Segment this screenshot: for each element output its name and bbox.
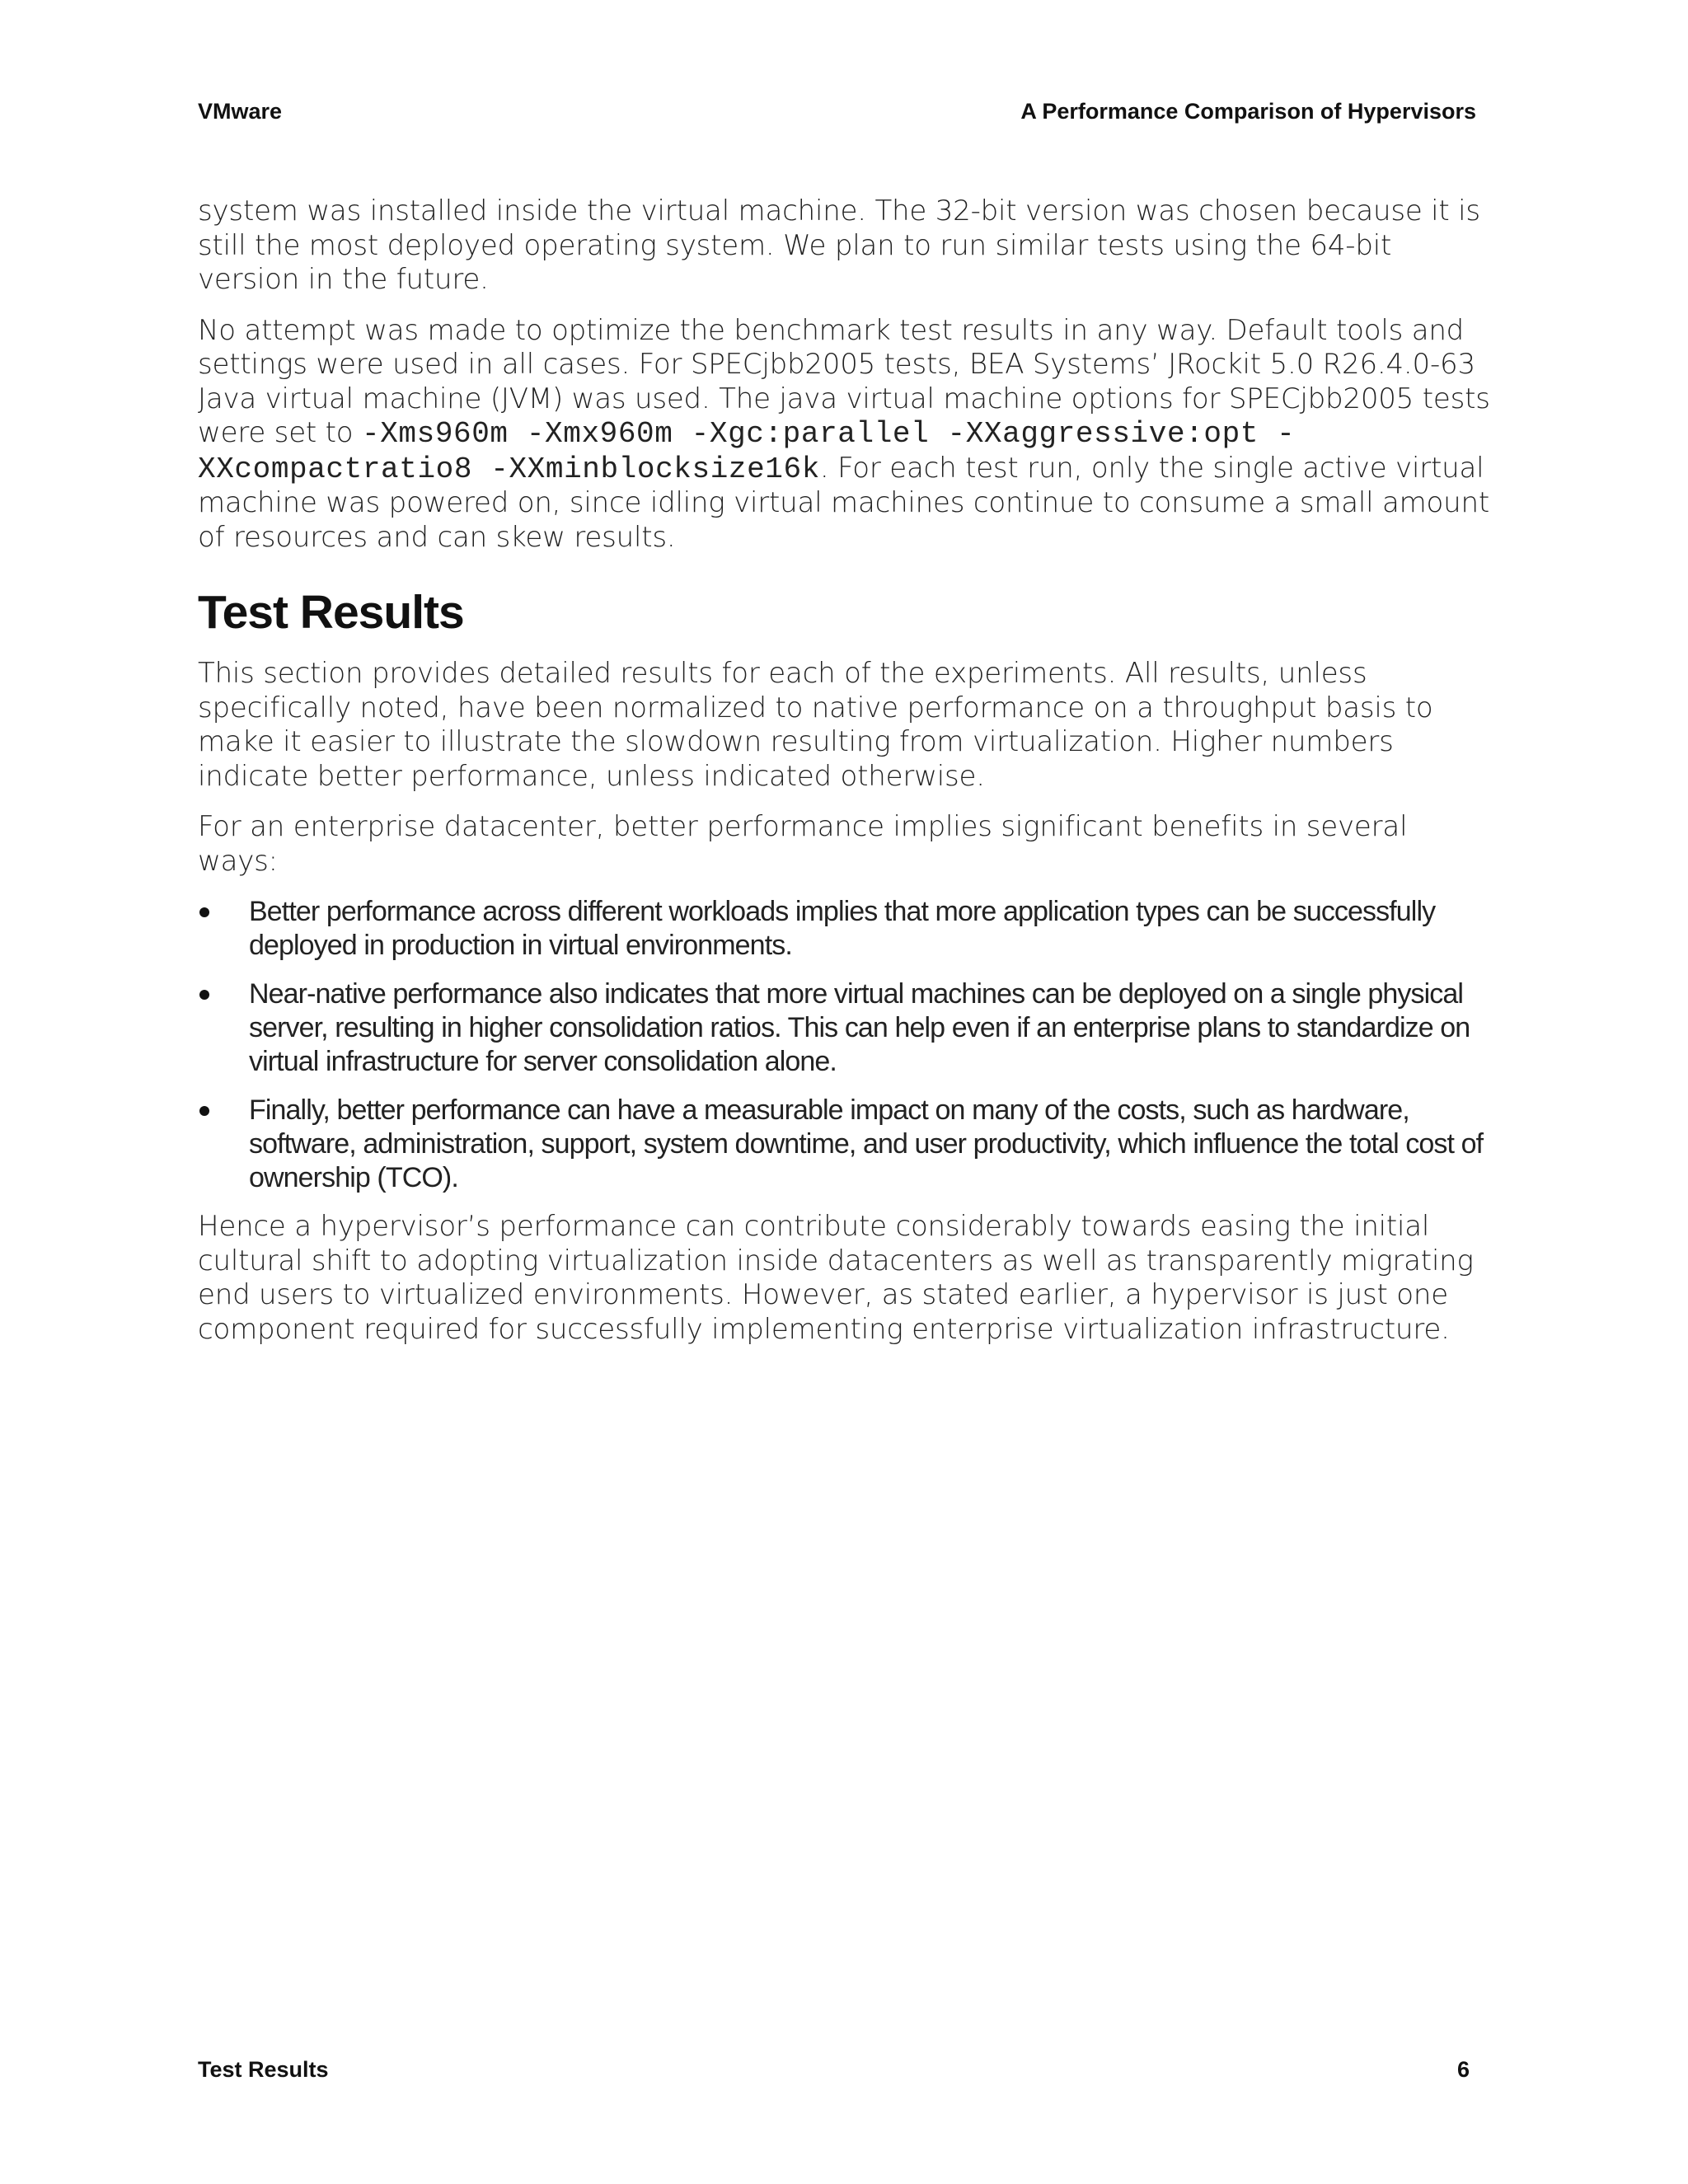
list-item-text: Finally, better performance can have a measurable impact on many of the costs, such as hardware, software, administration, support, system downtime, and user productivity, which influence the total cost of ownership (TCO).: [249, 1094, 1484, 1193]
list-item-text: Better performance across different workloads implies that more application types can be successfully deployed in production in virtual environments.: [249, 896, 1436, 961]
jvm-options-code: -Xms960m -Xmx960m -Xgc:parallel -XXaggressive:opt -XXcompactratio8 -XXminblocksize16k: [198, 417, 1296, 486]
jvm-paragraph-text-before: No attempt was made to optimize the benchmark test results in any way. Default tools and settings were used in all cases. For SPECjbb2005 tests, BEA Systems’ JRockit 5.0 R26.4.0-63 Java virtual machine (JVM) was used. The java virtual machine options for SPECjbb2005 tests were set to: [198, 313, 1490, 449]
bullet-icon: [199, 990, 209, 1000]
bullet-icon: [199, 1106, 209, 1116]
section-paragraph-2: For an enterprise datacenter, better performance implies significant benefits in several ways:: [198, 810, 1408, 878]
section-paragraph-3: Hence a hypervisor’s performance can contribute considerably towards easing the initial cultural shift to adopting virtualization inside datacenters as well as transparently migrating end users to virtualized environments. However, as stated earlier, a hypervisor is just one component required for successfully implementing enterprise virtualization infrastructure.: [198, 1210, 1474, 1346]
jvm-paragraph-text-after: . For each test run, only the single active virtual machine was powered on, since idling virtual machines continue to consume a small amount of resources and can skew results.: [198, 451, 1489, 554]
list-item: [198, 1094, 1492, 1195]
footer-section-name: Test Results: [198, 2057, 329, 2082]
list-item: [198, 977, 1492, 1079]
bullet-icon: [199, 907, 209, 917]
section-paragraph-1: This section provides detailed results for each of the experiments. All results, unless specifically noted, have been normalized to native performance on a throughput basis to make it easier to illustrate the slowdown resulting from virtualization. Higher numbers indicate better performance, unless indicated otherwise.: [198, 657, 1433, 793]
jvm-options-paragraph: [198, 314, 1492, 555]
page-number: 6: [1456, 2057, 1470, 2082]
section-heading: Test Results: [198, 586, 464, 639]
page-content: [198, 194, 1492, 1363]
header-document-title: A Performance Comparison of Hypervisors: [1020, 99, 1476, 124]
list-item: [198, 895, 1492, 963]
list-item-text: Near-native performance also indicates that more virtual machines can be deployed on a single physical server, resulting in higher consolidation ratios. This can help even if an enterprise plans to standardize on virtual infrastructure for server consolidation alone.: [249, 978, 1470, 1077]
benefits-list: [198, 895, 1492, 1195]
intro-paragraph: system was installed inside the virtual machine. The 32-bit version was chosen because it is still the most deployed operating system. We plan to run similar tests using the 64-bit version in the future.: [198, 194, 1480, 296]
header-company: VMware: [198, 99, 283, 124]
